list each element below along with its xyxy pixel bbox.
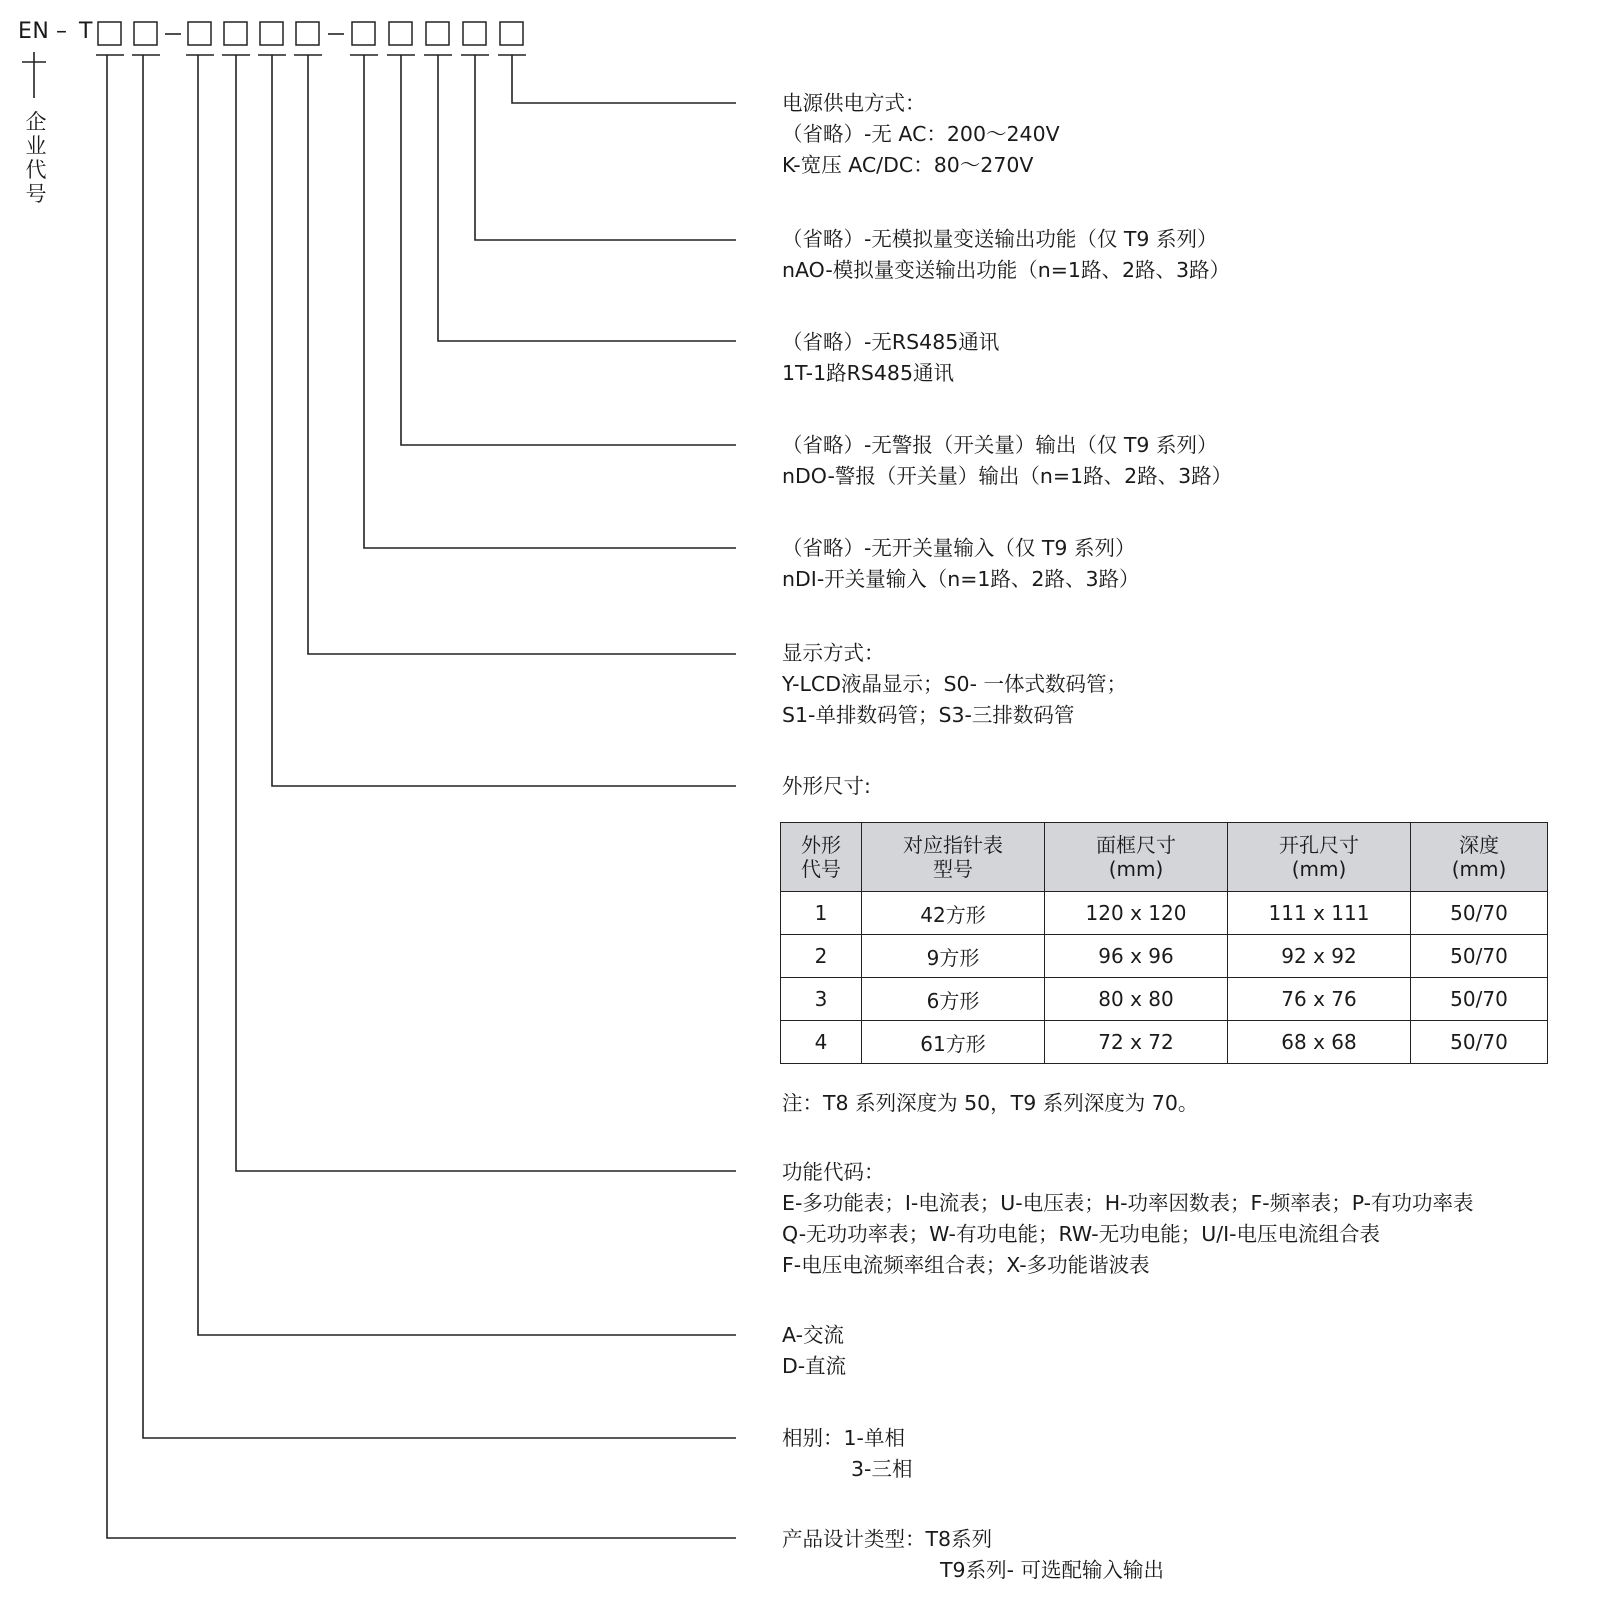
- rs485-desc: （省略）-无RS485通讯 1T-1路RS485通讯: [782, 330, 1000, 385]
- code-box-7: [352, 22, 375, 45]
- design-type-desc: [782, 1524, 1164, 1586]
- leader-function: [236, 55, 736, 1171]
- code-series-letter: T: [79, 19, 93, 44]
- leader-phase: [143, 55, 736, 1438]
- table-header: 深度 (mm): [1411, 823, 1548, 892]
- code-box-8: [389, 22, 412, 45]
- code-box-3: [188, 22, 211, 45]
- leader-alarm: [401, 55, 736, 445]
- current-type-desc: A-交流 D-直流: [782, 1323, 847, 1378]
- table-row: [781, 1021, 1548, 1064]
- table-row: [781, 978, 1548, 1021]
- code-box-1: [98, 22, 121, 45]
- table-cell: 76 x 76: [1228, 978, 1411, 1021]
- table-cell: 50/70: [1411, 935, 1548, 978]
- code-prefix: EN: [18, 19, 50, 44]
- leader-power: [512, 55, 736, 103]
- leader-design: [107, 55, 736, 1538]
- table-cell: 3: [781, 978, 862, 1021]
- table-cell: 111 x 111: [1228, 892, 1411, 935]
- table-cell: 61方形: [862, 1021, 1045, 1064]
- code-box-9: [426, 22, 449, 45]
- table-header-row: [781, 823, 1548, 892]
- code-box-11: [500, 22, 523, 45]
- leader-switch-input: [364, 55, 736, 548]
- code-box-10: [463, 22, 486, 45]
- phase-desc: [782, 1423, 912, 1485]
- table-cell: 2: [781, 935, 862, 978]
- table-row: [781, 935, 1548, 978]
- code-box-4: [224, 22, 247, 45]
- table-cell: 50/70: [1411, 892, 1548, 935]
- code-box-6: [296, 22, 319, 45]
- leader-current-type: [198, 55, 736, 1335]
- dimensions-title: 外形尺寸:: [782, 774, 871, 798]
- table-cell: 68 x 68: [1228, 1021, 1411, 1064]
- table-cell: 80 x 80: [1045, 978, 1228, 1021]
- table-header: 面框尺寸 (mm): [1045, 823, 1228, 892]
- phase-option: 3-三相: [851, 1457, 913, 1481]
- table-cell: 92 x 92: [1228, 935, 1411, 978]
- function-code-desc: 功能代码： E-多功能表；I-电流表；U-电压表；H-功率因数表；F-频率表；P-有功功率表 Q-无功功率表；W-有功电能；RW-无功电能；U/I-电压电流组合表 F-电压电流频率组合表；X-多功能谐波表: [782, 1160, 1474, 1277]
- code-box-2: [134, 22, 157, 45]
- table-row: [781, 892, 1548, 935]
- table-cell: 96 x 96: [1045, 935, 1228, 978]
- phase-label: 相别：: [782, 1426, 844, 1450]
- table-cell: 6方形: [862, 978, 1045, 1021]
- dimensions-table: [780, 822, 1548, 1064]
- table-cell: 72 x 72: [1045, 1021, 1228, 1064]
- leader-rs485: [438, 55, 736, 341]
- design-option: T9系列- 可选配输入输出: [940, 1558, 1164, 1582]
- table-header: 开孔尺寸 (mm): [1228, 823, 1411, 892]
- table-cell: 1: [781, 892, 862, 935]
- display-mode-desc: 显示方式： Y-LCD液晶显示；S0- 一体式数码管； S1-单排数码管；S3-三排数码管: [782, 641, 1127, 727]
- analog-output-desc: （省略）-无模拟量变送输出功能（仅 T9 系列） nAO-模拟量变送输出功能（n=1路、2路、3路）: [782, 227, 1231, 282]
- table-cell: 50/70: [1411, 978, 1548, 1021]
- power-supply-desc: 电源供电方式： （省略）-无 AC：200～240V K-宽压 AC/DC：80～270V: [782, 91, 1060, 177]
- table-cell: 50/70: [1411, 1021, 1548, 1064]
- table-cell: 120 x 120: [1045, 892, 1228, 935]
- design-label: 产品设计类型：: [782, 1527, 926, 1551]
- code-dash: –: [56, 19, 68, 44]
- table-cell: 9方形: [862, 935, 1045, 978]
- leader-display: [308, 55, 736, 654]
- table-header: 外形 代号: [781, 823, 862, 892]
- design-option: T8系列: [925, 1527, 993, 1551]
- enterprise-code-label: 企 业 代 号: [25, 110, 47, 206]
- switch-input-desc: （省略）-无开关量输入（仅 T9 系列） nDI-开关量输入（n=1路、2路、3路）: [782, 536, 1140, 591]
- table-header: 对应指针表 型号: [862, 823, 1045, 892]
- phase-option: 1-单相: [843, 1426, 905, 1450]
- code-box-5: [260, 22, 283, 45]
- table-cell: 4: [781, 1021, 862, 1064]
- alarm-output-desc: （省略）-无警报（开关量）输出（仅 T9 系列） nDO-警报（开关量）输出（n=1路、2路、3路）: [782, 433, 1233, 488]
- leader-analog: [475, 55, 736, 240]
- dimensions-note: 注：T8 系列深度为 50，T9 系列深度为 70。: [782, 1091, 1199, 1115]
- leader-dimensions: [272, 55, 736, 786]
- table-cell: 42方形: [862, 892, 1045, 935]
